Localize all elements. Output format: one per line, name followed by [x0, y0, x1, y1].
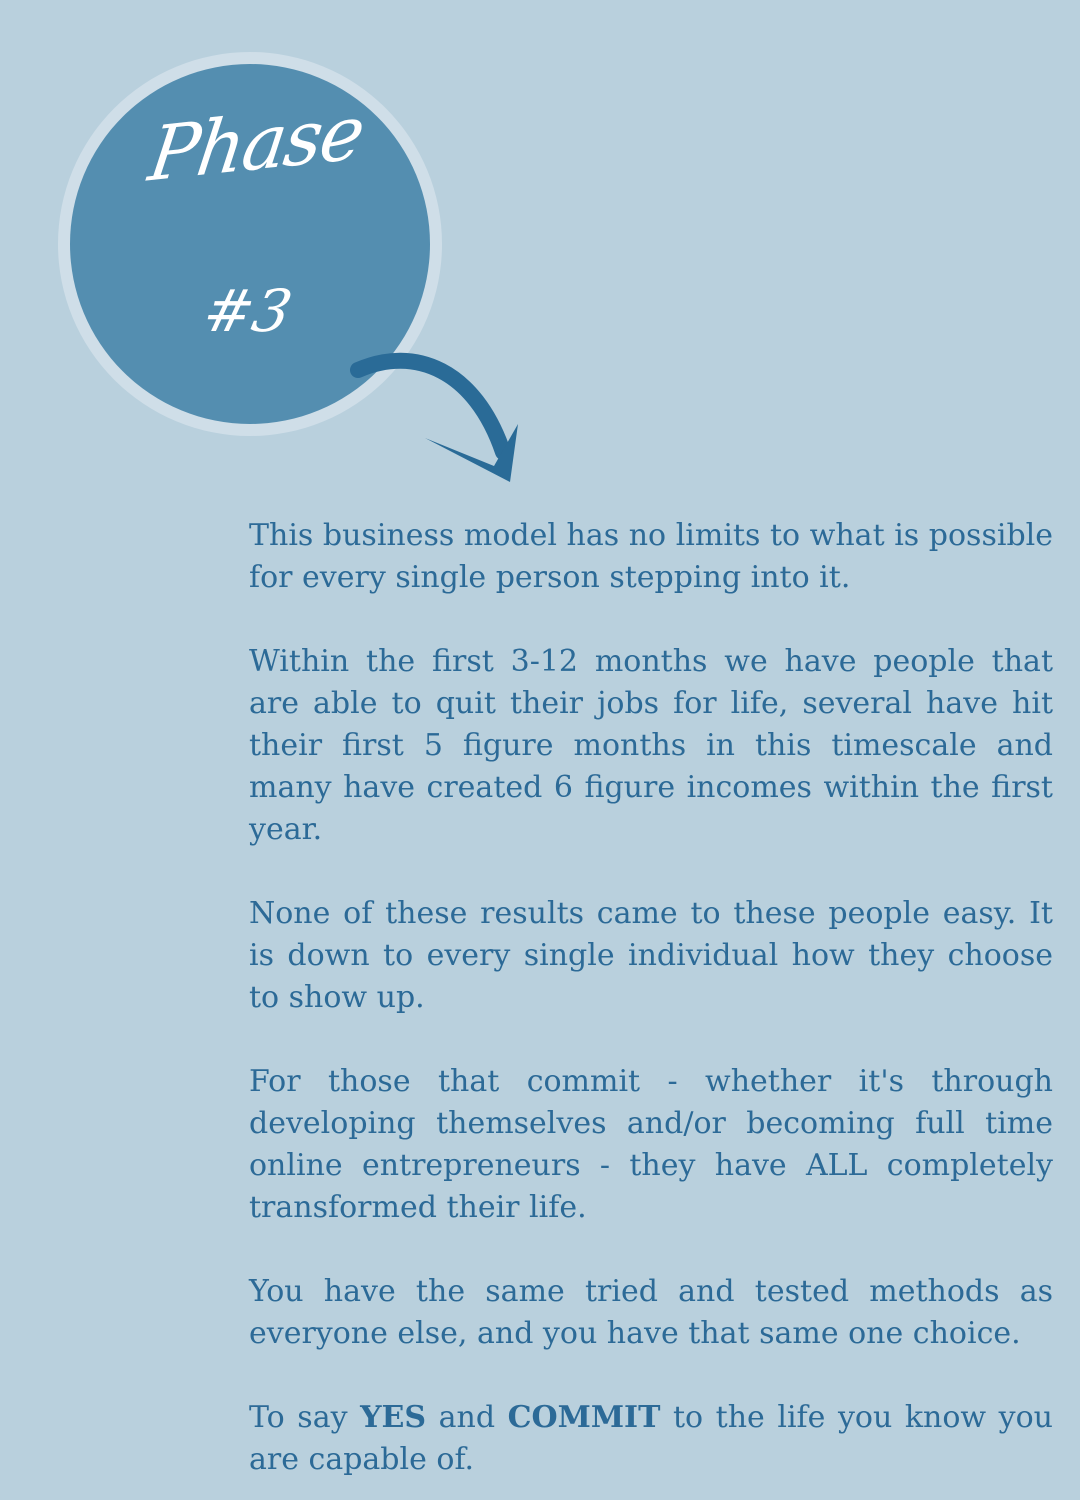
- paragraph-3: None of these results came to these people easy. It is down to every single individual how they choose to show up.: [249, 896, 1053, 1015]
- phase-number: #3: [197, 277, 298, 345]
- closing-middle: and: [426, 1400, 508, 1435]
- paragraph-4: For those that commit - whether it's through developing themselves and/or becoming full time online entrepreneurs - they have ALL completely transformed their life.: [249, 1064, 1053, 1225]
- paragraph-2: Within the first 3-12 months we have people that are able to quit their jobs for life, several have hit their first 5 figure months in this timescale and many have created 6 figure incomes within the first year.: [249, 644, 1053, 847]
- phase-title: Phase: [143, 88, 369, 199]
- closing-prefix: To say: [249, 1400, 361, 1435]
- main-content: [249, 515, 1053, 1481]
- paragraph-5: You have the same tried and tested methods as everyone else, and you have that same one choice.: [249, 1274, 1053, 1351]
- closing-paragraph: [249, 1397, 1053, 1481]
- paragraph-1: This business model has no limits to what is possible for every single person stepping into it.: [249, 518, 1053, 595]
- commit-emphasis: COMMIT: [507, 1400, 661, 1435]
- closing-suffix: to the life you know you are capable of.: [249, 1400, 1053, 1477]
- yes-emphasis: YES: [360, 1400, 427, 1435]
- curved-arrow-down-right-icon: [350, 350, 530, 500]
